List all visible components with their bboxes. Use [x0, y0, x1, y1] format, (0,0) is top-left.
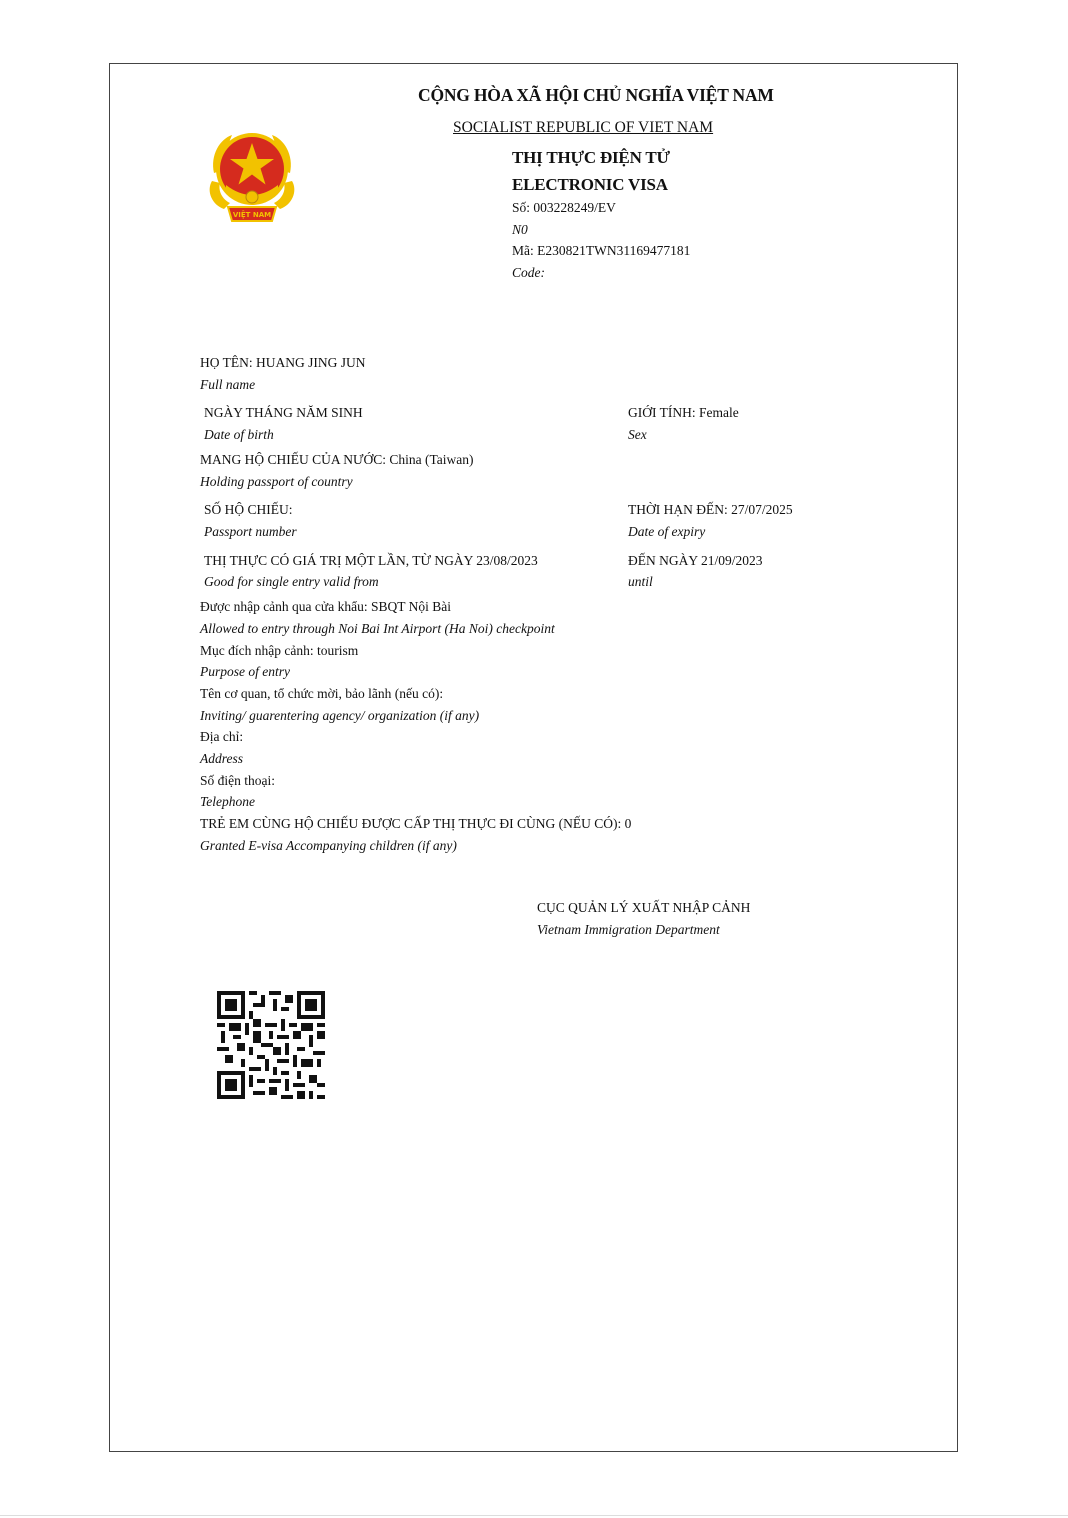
visa-code: Mã: E230821TWN31169477181: [512, 243, 691, 258]
passport-number-label-en: Passport number: [204, 524, 297, 539]
country-title-vi: CỘNG HÒA XÃ HỘI CHỦ NGHĨA VIỆT NAM: [418, 85, 774, 105]
phone-label: Số điện thoại:: [200, 773, 275, 788]
valid-until-label-en: until: [628, 574, 653, 589]
qr-code-icon: [217, 991, 325, 1099]
expiry-label: THỜI HẠN ĐẾN: 27/07/2025: [628, 502, 793, 517]
valid-from-label-en: Good for single entry valid from: [204, 574, 379, 589]
visa-code-en: Code:: [512, 265, 545, 280]
purpose-label: Mục đích nhập cảnh: tourism: [200, 643, 359, 658]
page-bottom-rule: [0, 1515, 1068, 1516]
agency-label: Tên cơ quan, tổ chức mời, bảo lãnh (nếu có):: [200, 686, 444, 701]
national-emblem-icon: [202, 125, 302, 227]
purpose-label-en: Purpose of entry: [200, 664, 290, 679]
full-name-label-en: Full name: [200, 377, 256, 392]
valid-from-label: THỊ THỰC CÓ GIÁ TRỊ MỘT LẦN, TỪ NGÀY 23/08/2023: [204, 553, 538, 568]
issuer-name: CỤC QUẢN LÝ XUẤT NHẬP CẢNH: [537, 900, 751, 915]
children-label: TRẺ EM CÙNG HỘ CHIẾU ĐƯỢC CẤP THỊ THỰC ĐI CÙNG (NẾU CÓ): 0: [200, 816, 632, 831]
checkpoint-label: Được nhập cảnh qua cửa khẩu: SBQT Nội Bài: [200, 599, 451, 614]
valid-until-label: ĐẾN NGÀY 21/09/2023: [628, 553, 763, 568]
address-label: Địa chỉ:: [200, 729, 244, 744]
country-title-en: SOCIALIST REPUBLIC OF VIET NAM: [453, 119, 714, 136]
checkpoint-label-en: Allowed to entry through Noi Bai Int Airport (Ha Noi) checkpoint: [200, 621, 555, 636]
agency-label-en: Inviting/ guarentering agency/ organization (if any): [200, 708, 480, 723]
phone-label-en: Telephone: [200, 794, 255, 809]
doc-title-vi: THỊ THỰC ĐIỆN TỬ: [512, 148, 670, 167]
emblem-ribbon-text: VIỆT NAM: [232, 211, 272, 219]
sex-label: GIỚI TÍNH: Female: [628, 405, 739, 420]
dob-label-en: Date of birth: [204, 427, 274, 442]
full-name-label: HỌ TÊN: HUANG JING JUN: [200, 355, 366, 370]
visa-number-en: N0: [512, 222, 528, 237]
passport-country-label-en: Holding passport of country: [200, 474, 353, 489]
dob-label: NGÀY THÁNG NĂM SINH: [204, 405, 363, 420]
issuer-name-en: Vietnam Immigration Department: [537, 922, 720, 937]
passport-number-label: SỐ HỘ CHIẾU:: [204, 502, 293, 517]
doc-title-en: ELECTRONIC VISA: [512, 175, 668, 194]
children-label-en: Granted E-visa Accompanying children (if any): [200, 838, 457, 853]
sex-label-en: Sex: [628, 427, 647, 442]
passport-country-label: MANG HỘ CHIẾU CỦA NƯỚC: China (Taiwan): [200, 452, 474, 467]
expiry-label-en: Date of expiry: [628, 524, 706, 539]
address-label-en: Address: [200, 751, 243, 766]
visa-number: Số: 003228249/EV: [512, 200, 616, 215]
